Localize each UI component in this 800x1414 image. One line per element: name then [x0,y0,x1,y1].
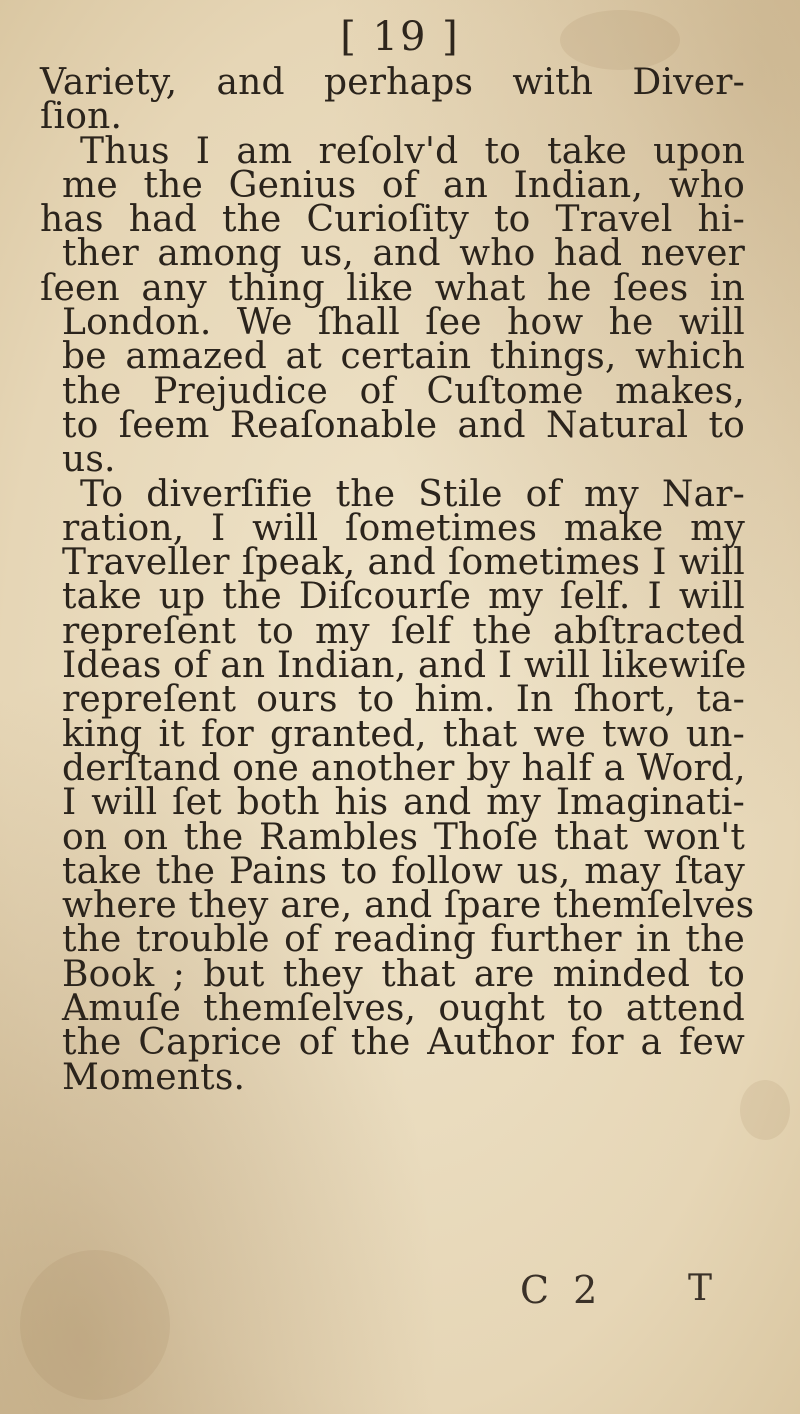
text-line: I will ſet both his and my Imaginati- [62,782,745,824]
text-line: where they are, and ſpare themſelves [62,885,755,927]
text-line: derſtand one another by half a Word, [62,747,746,789]
text-line: London. We ſhall ſee how he will [62,302,745,344]
text-line: take the Pains to follow us, may ſtay [62,850,745,892]
text-line: has had the Curioſity to Travel hi- [40,199,745,241]
text-line: the Caprice of the Author for a few [62,1022,745,1064]
text-line: To diverſifie the Stile of my Nar- [80,473,745,515]
text-line: Traveller ſpeak, and ſometimes I will [62,542,745,584]
text-line: Ideas of an Indian, and I will likewiſe [62,645,747,687]
text-line: the trouble of reading further in the [62,919,745,961]
text-line: me the Genius of an Indian, who [62,164,745,206]
text-line: ſeen any thing like what he ſees in [40,267,745,309]
text-line: ſion. [40,96,123,138]
text-line: Moments. [62,1056,246,1098]
text-line: be amazed at certain things, which [62,336,745,378]
text-line: Thus I am reſolv'd to take upon [80,130,745,172]
text-line: take up the Diſcourſe my ſelf. I will [62,576,745,618]
text-line: the Prejudice of Cuſtome makes, [62,370,745,412]
signature-mark: C 2 [520,1268,604,1312]
text-line: Book ; but they that are minded to [62,953,745,995]
text-line: repreſent ours to him. In ſhort, ta- [62,679,745,721]
paper-stain [20,1250,170,1400]
text-line: Amuſe themſelves, ought to attend [62,988,745,1030]
paper-stain [740,1080,790,1140]
page-number: [ 19 ] [340,14,460,60]
text-line: ther among us, and who had never [62,233,745,275]
text-line: ration, I will ſometimes make my [62,507,745,549]
body-text [40,62,755,1098]
text-line: repreſent to my ſelf the abſtracted [62,610,745,652]
text-line: Variety, and perhaps with Diver- [40,62,745,103]
text-line: king it for granted, that we two un- [62,713,745,755]
catchword: T [688,1268,713,1309]
text-line: on on the Rambles Thoſe that won't [62,816,745,858]
text-line: us. [62,439,116,481]
text-line: to ſeem Reaſonable and Natural to [62,404,745,446]
